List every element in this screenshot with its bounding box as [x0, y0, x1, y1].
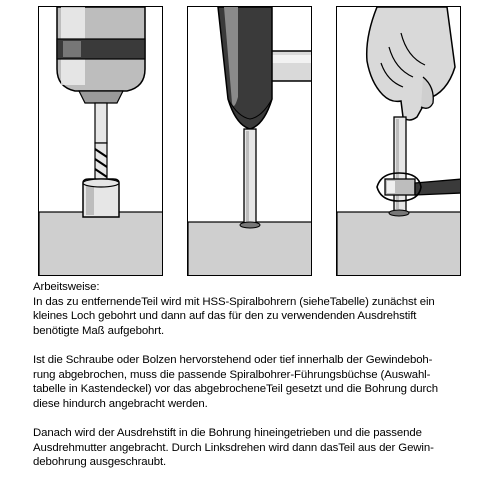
paragraph-line: Ist die Schraube oder Bolzen hervorstehend oder tief innerhalb der Gewindeboh- — [33, 353, 433, 366]
hand-wrench-drawing — [337, 7, 461, 276]
paragraph-line: debohrung ausgeschraubt. — [33, 456, 167, 469]
drill-illustration — [38, 6, 163, 276]
paragraph-line: diese hindurch angebracht werden. — [33, 397, 208, 410]
paragraph-line: rung abgebrochen, muss die passende Spiralbohrer-Führungsbüchse (Auswahl- — [33, 368, 431, 381]
instructions-paragraph-3 — [33, 426, 473, 470]
wrench-illustration — [336, 6, 461, 276]
instructions-paragraph-1 — [33, 295, 473, 339]
paragraph-line: tabelle in Kastendeckel) vor das abgebrocheneTeil gesetzt und die Bohrung durch — [33, 383, 438, 396]
paragraph-line: In das zu entfernendeTeil wird mit HSS-Spiralbohrern (sieheTabelle) zunächst ein — [33, 295, 435, 308]
paragraph-line: benötigte Maß aufgebohrt. — [33, 324, 165, 337]
paragraph-line: Danach wird der Ausdrehstift in die Bohrung hineingetrieben und die passende — [33, 426, 422, 439]
paragraph-line: kleines Loch gebohrt und dann auf das für den zu verwendenden Ausdrehstift — [33, 310, 417, 323]
instructions-paragraph-2 — [33, 353, 473, 411]
instructions-heading: Arbeitsweise: — [33, 281, 100, 293]
paragraph-line: Ausdrehmutter angebracht. Durch Linksdrehen wird dann dasTeil aus der Gewin- — [33, 441, 434, 454]
drill-chuck-drawing — [39, 7, 163, 276]
hammer-drawing — [188, 7, 312, 276]
instructions-text — [33, 280, 473, 484]
hammer-illustration — [187, 6, 312, 276]
